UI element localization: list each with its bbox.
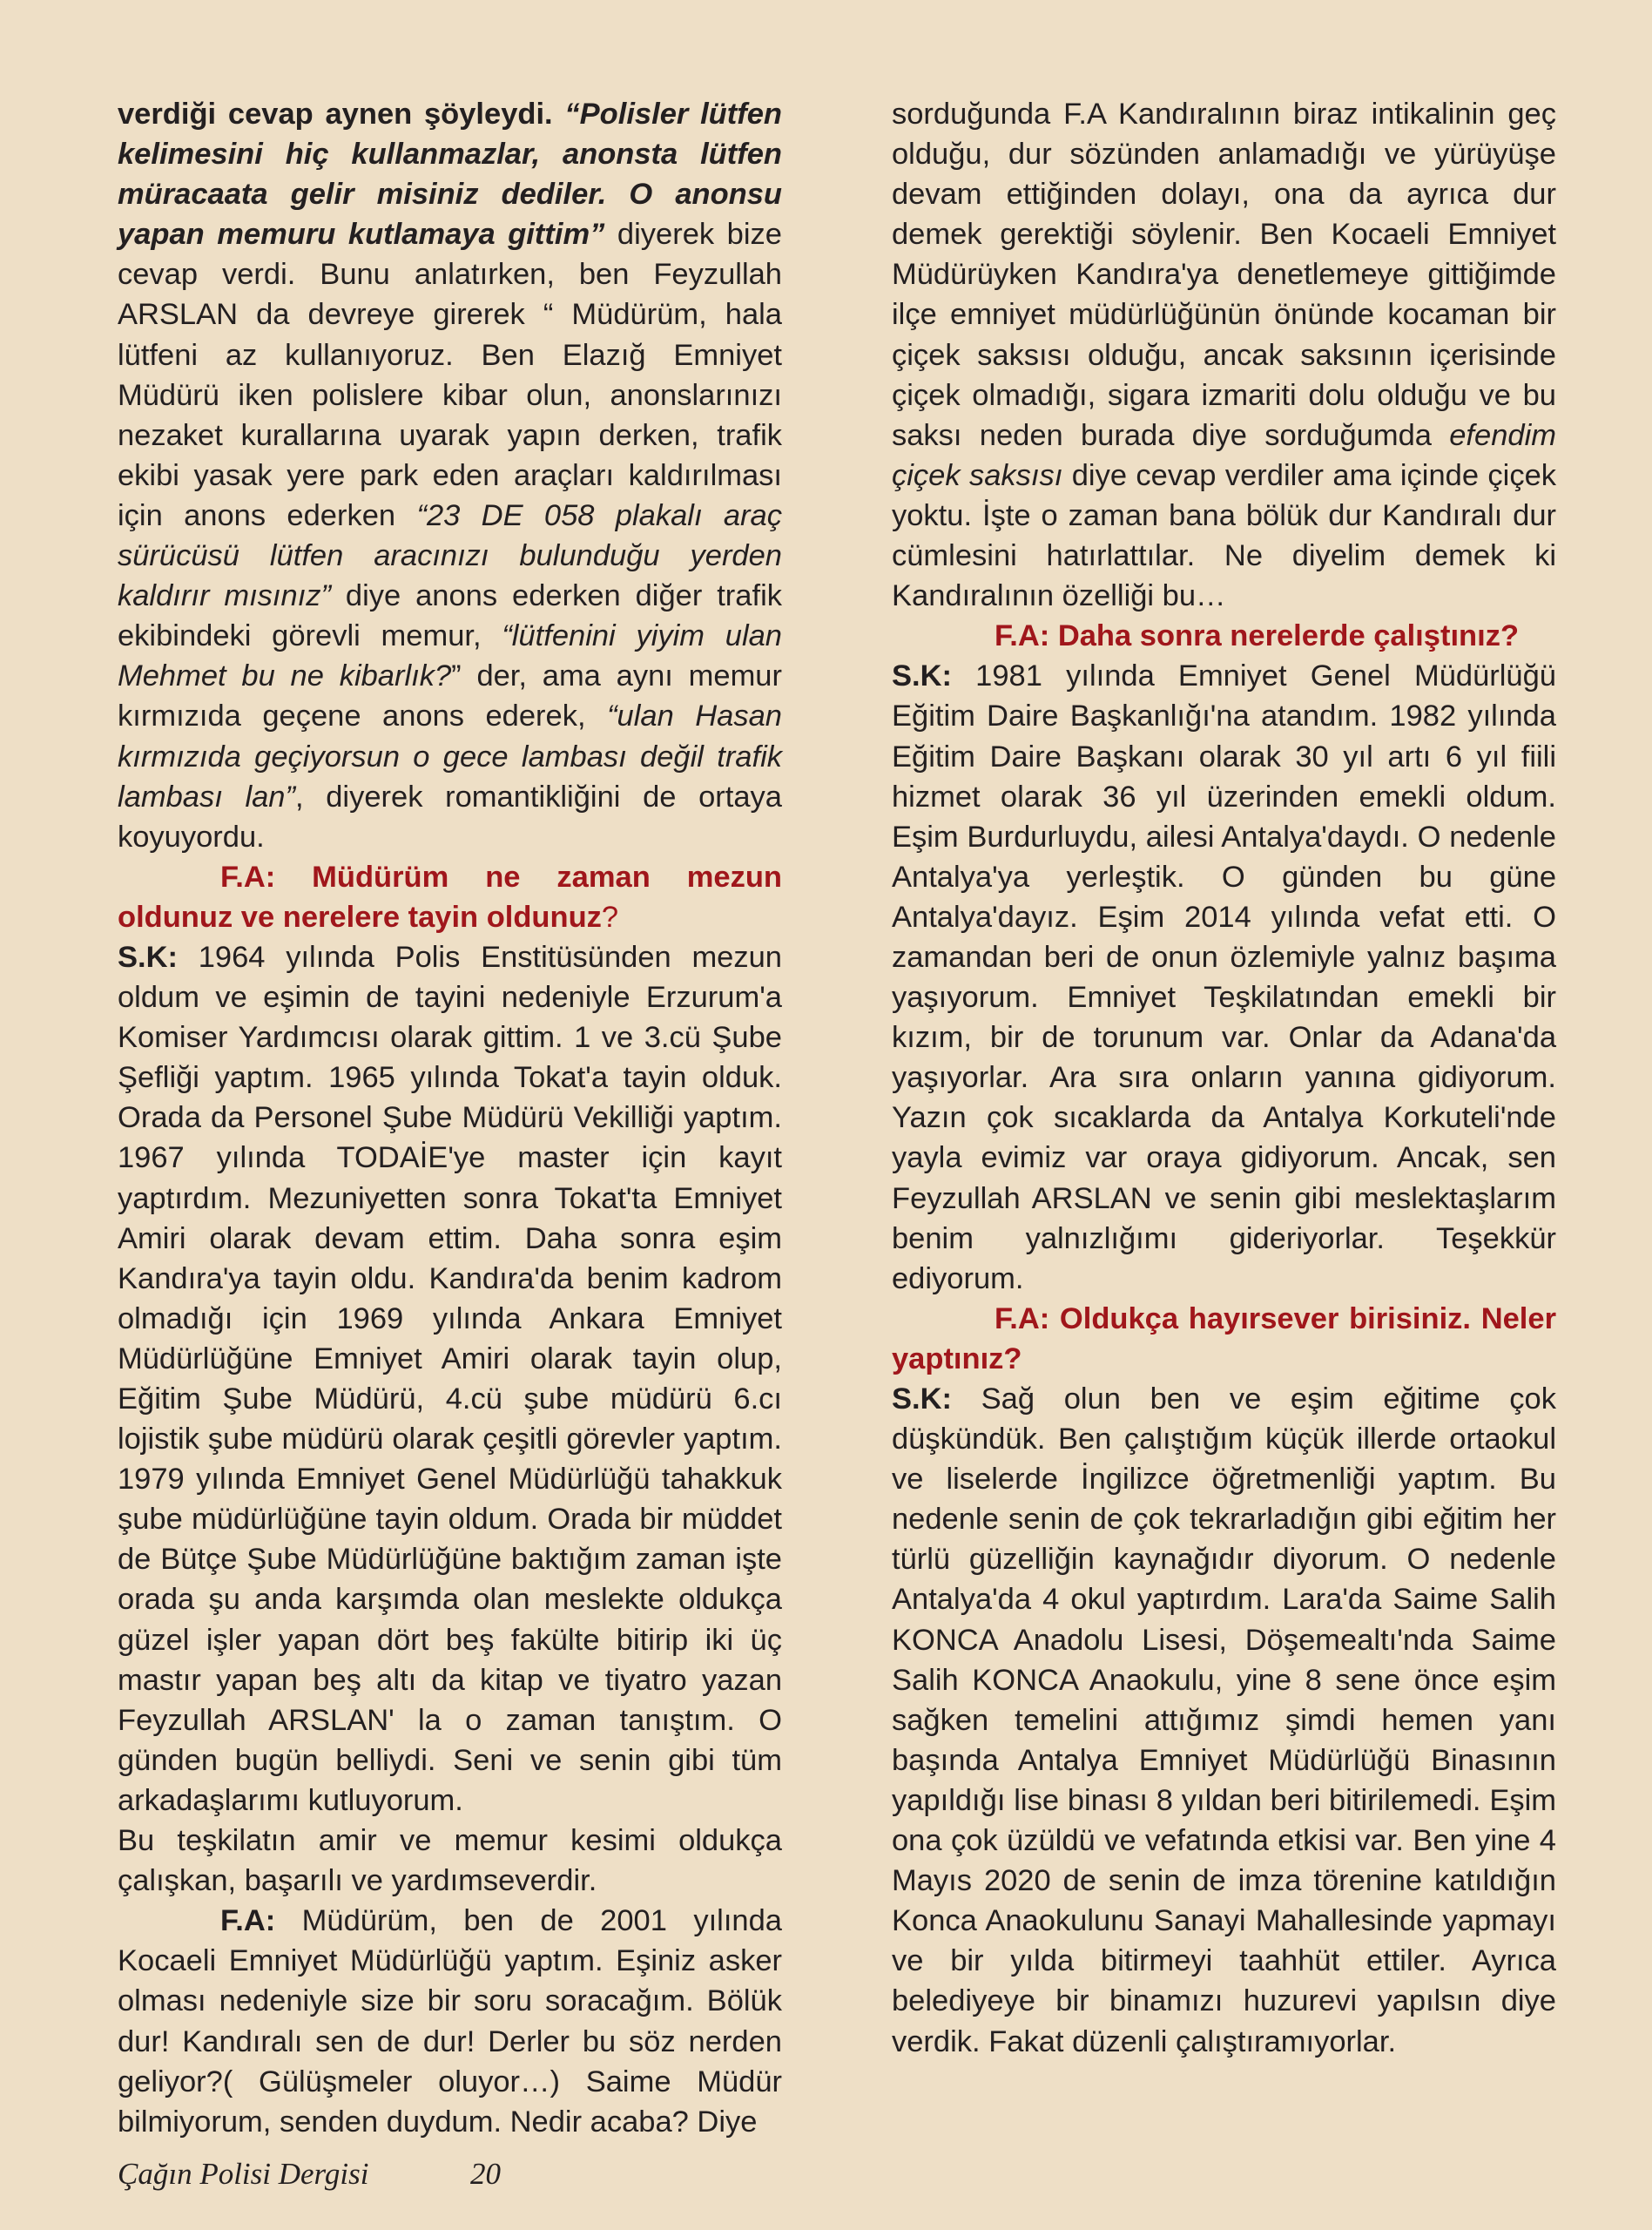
question-text: Müdürüm, ben de 2001 yılında Kocaeli Emniyet Müdürlüğü yaptım. Eşiniz asker olması nedeniyle size bir soru soracağım. Bölük dur! Kandıralı sen de dur! Derler bu söz nerden geliyor?( Gülüşmeler oluyor…) Saime Müdür bilmiyorum, senden duydum. Nedir acaba? Diye bbox=[118, 1904, 782, 2139]
speaker-label: S.K: bbox=[118, 940, 178, 974]
interview-answer bbox=[892, 1379, 1556, 2062]
interview-question bbox=[118, 1901, 782, 2142]
paragraph: Bu teşkilatın amir ve memur kesimi oldukça çalışkan, başarılı ve yardımseverdir. bbox=[118, 1824, 782, 1898]
answer-text: 1964 yılında Polis Enstitüsünden mezun oldum ve eşimin de tayini nedeniyle Erzurum'a Komiser Yardımcısı olarak gittim. 1 ve 3.cü Şube Şefliği yaptım. 1965 yılında Tokat'a tayin olduk. Orada da Personel Şube Müdürü Vekilliği yaptım. 1967 yılında TODAİE'ye master için kayıt yaptırdım. Mezuniyetten sonra Tokat'ta Emniyet Amiri olarak devam ettim. Daha sonra eşim Kandıra'ya tayin oldu. Kandıra'da benim kadrom olmadığı için 1969 yılında Ankara Emniyet Müdürlüğüne Emniyet Amiri olarak tayin olup, Eğitim Şube Müdürü, 4.cü şube müdürü 6.cı lojistik şube müdürü olarak çeşitli görevler yaptım. 1979 yılında Emniyet Genel Müdürlüğü tahakkuk şube müdürlüğüne tayin oldum. Orada bir müddet de Bütçe Şube Müdürlüğüne baktığım zaman işte orada şu anda karşımda olan meslekte oldukça güzel işler yapan dört beş fakülte bitirip iki üç mastır yapan beş altı da kitap ve tiyatro yazan Feyzullah ARSLAN' la o zaman tanıştım. O günden bugün belliydi. Seni ve senin gibi tüm arkadaşlarımı kutluyorum. bbox=[118, 940, 782, 1817]
quote-bold-italic: “Polisler lütfen kelimesini hiç kullanmazlar, anonsta lütfen müracaata gelir misiniz dediler. O anonsu yapan memuru kutlamaya gittim” bbox=[118, 98, 782, 252]
interview-answer bbox=[892, 656, 1556, 1299]
text: ” der, ama aynı memur kırmızıda geçene anons ederek, bbox=[118, 659, 782, 733]
text: sorduğunda F.A Kandıralının biraz intikalinin geç olduğu, dur sözünden anlamadığı ve yürüyüşe devam ettiğinden dolayı, ona da ayrıca dur demek gerektiği söylenir. Ben Kocaeli Emniyet Müdürüyken Kandıra'ya denetlemeye gittiğimde ilçe emniyet müdürlüğünün önünde kocaman bir çiçek saksısı olduğu, ancak saksının içerisinde çiçek olmadığı, sigara izmariti dolu olduğu ve bu saksı neden burada diye sorduğumda bbox=[892, 98, 1556, 452]
answer-text: Sağ olun ben ve eşim eğitime çok düşkündük. Ben çalıştığım küçük illerde ortaokul ve liselerde İngilizce öğretmenliği yaptım. Bu nedenle senin de çok tekrarladığın gibi eğitim her türlü güzelliğin kaynağıdır diyorum. O nedenle Antalya'da 4 okul yaptırdım. Lara'da Saime Salih KONCA Anadolu Lisesi, Döşemealtı'nda Saime Salih KONCA Anaokulu, yine 8 sene önce eşim sağken temelini attığımız şimdi hemen yanı başında Antalya Emniyet Müdürlüğü Binasının yapıldığı lise binası 8 yıldan beri bitirilemedi. Eşim ona çok üzüldü ve vefatında etkisi var. Ben yine 4 Mayıs 2020 de senin de imza törenine katıldığın Konca Anaokulunu Sanayi Mahallesinde yapmayı ve bir yılda bitirmeyi taahhüt ettiler. Ayrıca belediyeye bir binamızı huzurevi yapılsın diye verdik. Fakat düzenli çalıştıramıyorlar. bbox=[892, 1382, 1556, 2058]
interview-question bbox=[118, 857, 782, 937]
paragraph-intro bbox=[118, 94, 782, 857]
paragraph bbox=[892, 94, 1556, 616]
text-bold: verdiği cevap aynen şöyleydi. bbox=[118, 98, 565, 131]
text: , diyerek romantikliğini de ortaya koyuyordu. bbox=[118, 780, 782, 854]
text: diye anons ederken diğer trafik ekibindeki görevli memur, bbox=[118, 579, 782, 653]
question-mark: ? bbox=[601, 900, 619, 934]
quote-italic: “ulan Hasan kırmızıda geçiyorsun o gece lambası değil trafik lambası lan” bbox=[118, 699, 782, 814]
right-column bbox=[892, 94, 1556, 2062]
quote-italic: “23 DE 058 plakalı araç sürücüsü lütfen aracınızı bulunduğu yerden kaldırır mısınız” bbox=[118, 498, 782, 613]
question-text: F.A: Müdürüm ne zaman mezun oldunuz ve nerelere tayin oldunuz bbox=[118, 860, 782, 934]
speaker-label: F.A: bbox=[220, 1904, 276, 1938]
interview-answer bbox=[118, 937, 782, 1821]
left-column bbox=[118, 94, 782, 2142]
text: diyerek bize cevap verdi. Bunu anlatırken, ben Feyzullah ARSLAN da devreye girerek “ Müdürüm, hala lütfeni az kullanıyoruz. Ben Elazığ Emniyet Müdürü iken polislere kibar olun, anonslarınızı nezaket kurallarına uyarak yapın derken, trafik ekibi yasak yere park eden araçları kaldırılması için anons ederken bbox=[118, 218, 782, 532]
page-number: 20 bbox=[470, 2157, 501, 2191]
quote-italic: efendim çiçek saksısı bbox=[892, 418, 1556, 492]
interview-question: F.A: Oldukça hayırsever birisiniz. Neler yaptınız? bbox=[892, 1301, 1556, 1375]
answer-text: 1981 yılında Emniyet Genel Müdürlüğü Eğitim Daire Başkanlığı'na atandım. 1982 yılında Eğitim Daire Başkanı olarak 30 yıl artı 6 yıl fiili hizmet olarak 36 yıl üzerinden emekli oldum. Eşim Burdurluydu, ailesi Antalya'daydı. O nedenle Antalya'ya yerleştik. O günden bu güne Antalya'dayız. Eşim 2014 yılında vefat etti. O zamandan beri de onun özlemiyle yalnız başıma yaşıyorum. Emniyet Teşkilatından emekli bir kızım, bir de torunum var. Onlar da Adana'da yaşıyorlar. Ara sıra onların yanına gidiyorum. Yazın çok sıcaklarda da Antalya Korkuteli'nde yayla evimiz var oraya gidiyorum. Ancak, sen Feyzullah ARSLAN ve senin gibi meslektaşlarım benim yalnızlığımı gideriyorlar. Teşekkür ediyorum. bbox=[892, 659, 1556, 1295]
speaker-label: S.K: bbox=[892, 1382, 952, 1416]
quote-italic: “lütfenini yiyim ulan Mehmet bu ne kibarlık? bbox=[118, 619, 782, 693]
speaker-label: S.K: bbox=[892, 659, 952, 693]
page-footer bbox=[118, 2157, 501, 2192]
text: diye cevap verdiler ama içinde çiçek yoktu. İşte o zaman bana bölük dur Kandıralı dur cümlesini hatırlattılar. Ne diyelim demek ki Kandıralının özelliği bu… bbox=[892, 458, 1557, 613]
interview-question: F.A: Daha sonra nerelerde çalıştınız? bbox=[995, 619, 1520, 653]
magazine-title: Çağın Polisi Dergisi bbox=[118, 2157, 369, 2191]
